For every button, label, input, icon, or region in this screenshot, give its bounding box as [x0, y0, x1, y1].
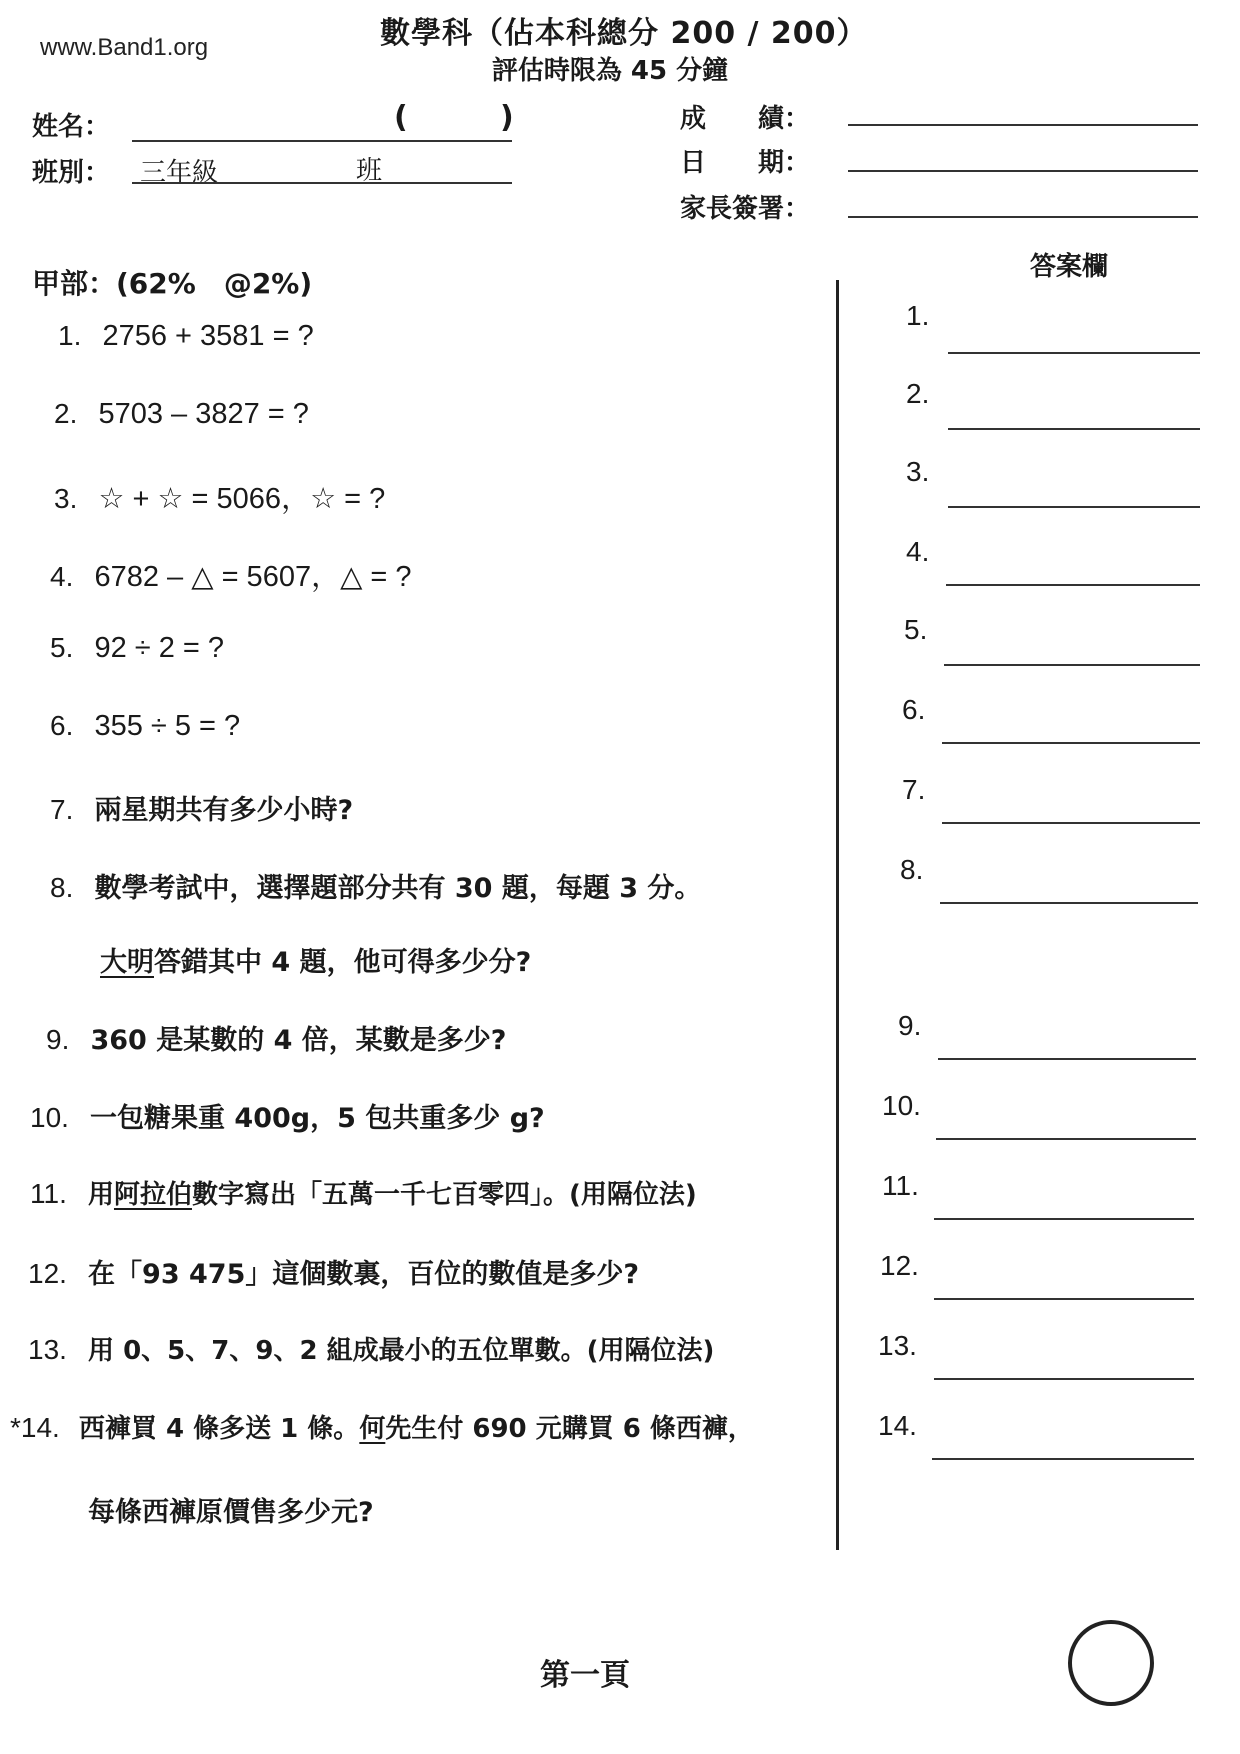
answer-line-6[interactable]: [942, 742, 1200, 744]
section-title: 甲部：(62% @2%): [32, 267, 313, 300]
answer-number: 1.: [906, 300, 930, 331]
question-8: [50, 866, 701, 905]
name-label: 姓名：: [32, 112, 111, 142]
question-text: 西褲買 4 條多送 1 條。: [78, 1414, 360, 1444]
watermark: www.Band1.org: [40, 34, 209, 61]
name-paren-open: (: [394, 100, 408, 135]
answer-line-3[interactable]: [948, 506, 1200, 508]
question-text-cont: 每條西褲原價售多少元?: [88, 1497, 374, 1528]
question-number: *14.: [10, 1412, 60, 1443]
question-text: 一包糖果重 400g，5 包共重多少 g?: [90, 1103, 545, 1134]
question-number: 6.: [50, 710, 74, 741]
answer-line-7[interactable]: [942, 822, 1200, 824]
question-text-cont: 先生付 690 元購買 6 條西褲，: [385, 1414, 754, 1444]
answer-line-11[interactable]: [934, 1218, 1194, 1220]
question-9: [46, 1018, 506, 1057]
answer-line-5[interactable]: [944, 664, 1200, 666]
question-text: 5703 – 3827 = ?: [98, 398, 309, 430]
question-number: 3.: [54, 483, 78, 514]
question-4: [50, 554, 412, 595]
answer-column-heading: 答案欄: [1030, 252, 1109, 282]
question-number: 13.: [28, 1334, 67, 1365]
question-number: 10.: [30, 1102, 69, 1133]
question-number: 4.: [50, 561, 74, 592]
question-13: [28, 1330, 714, 1367]
question-text: 6782 – △ = 5607，△ = ?: [94, 561, 412, 593]
date-field-line[interactable]: [848, 170, 1198, 172]
parent-signature-label: 家長簽署：: [680, 194, 811, 224]
column-divider: [836, 280, 839, 1550]
question-14-line2: [88, 1490, 374, 1529]
answer-line-12[interactable]: [934, 1298, 1194, 1300]
answer-number: 12.: [880, 1250, 919, 1281]
score-label: 成 績：: [680, 104, 811, 134]
question-text: 355 ÷ 5 = ?: [94, 710, 241, 742]
score-circle: [1068, 1620, 1154, 1706]
question-number: 11.: [30, 1178, 67, 1209]
answer-number: 5.: [904, 614, 928, 645]
answer-number: 9.: [898, 1010, 922, 1041]
score-field-line[interactable]: [848, 124, 1198, 126]
class-field-line[interactable]: [132, 182, 512, 184]
question-1: [58, 320, 314, 353]
class-suffix: 班: [356, 156, 383, 186]
name-field-line[interactable]: [132, 140, 512, 142]
class-label: 班別：: [32, 158, 111, 188]
question-text: 360 是某數的 4 倍，某數是多少?: [90, 1025, 507, 1056]
page-number: 第一頁: [540, 1658, 630, 1693]
answer-line-8[interactable]: [940, 902, 1198, 904]
page-title: 數學科（佔本科總分 200 / 200）: [380, 16, 868, 51]
question-number: 8.: [50, 872, 74, 903]
question-6: [50, 710, 240, 743]
question-name-ho: 何: [359, 1414, 386, 1444]
question-text: 92 ÷ 2 = ?: [94, 632, 225, 664]
question-8-line2: [100, 940, 531, 979]
answer-number: 10.: [882, 1090, 921, 1121]
answer-line-4[interactable]: [946, 584, 1200, 586]
question-10: [30, 1096, 545, 1135]
question-text: ☆ + ☆ = 5066，☆ = ?: [98, 483, 386, 515]
answer-number: 8.: [900, 854, 924, 885]
question-number: 12.: [28, 1258, 67, 1289]
answer-line-13[interactable]: [934, 1378, 1194, 1380]
answer-number: 7.: [902, 774, 926, 805]
time-limit: 評估時限為 45 分鐘: [491, 56, 729, 86]
question-7: [50, 788, 353, 827]
question-number: 5.: [50, 632, 74, 663]
question-11: [30, 1174, 697, 1211]
answer-line-1[interactable]: [948, 352, 1200, 354]
question-text: 2756 + 3581 = ?: [102, 320, 314, 352]
answer-number: 14.: [878, 1410, 917, 1441]
question-number: 9.: [46, 1024, 70, 1055]
question-text-cont: 數字寫出「五萬一千七百零四」。(用隔位法): [191, 1180, 697, 1210]
answer-number: 3.: [906, 456, 930, 487]
question-number: 1.: [58, 320, 82, 351]
question-text: 在「93 475」這個數裏，百位的數值是多少?: [88, 1259, 640, 1290]
date-label: 日 期：: [680, 148, 811, 178]
question-text: 用: [87, 1180, 114, 1210]
question-text: 數學考試中，選擇題部分共有 30 題，每題 3 分。: [94, 873, 702, 904]
answer-number: 6.: [902, 694, 926, 725]
parent-signature-line[interactable]: [848, 216, 1198, 218]
question-text-cont: 答錯其中 4 題，他可得多少分?: [154, 947, 532, 978]
question-12: [28, 1252, 639, 1291]
question-text: 用 0、5、7、9、2 組成最小的五位單數。(用隔位法): [88, 1336, 715, 1366]
question-14: [10, 1408, 754, 1445]
answer-line-14[interactable]: [932, 1458, 1194, 1460]
class-value: 三年級: [140, 158, 219, 188]
answer-line-9[interactable]: [938, 1058, 1196, 1060]
answer-line-10[interactable]: [936, 1138, 1196, 1140]
question-5: [50, 632, 224, 665]
question-number: 2.: [54, 398, 78, 429]
question-number: 7.: [50, 794, 74, 825]
answer-number: 4.: [906, 536, 930, 567]
question-3: [54, 476, 385, 517]
question-2: [54, 398, 309, 431]
answer-number: 11.: [882, 1170, 919, 1201]
answer-number: 2.: [906, 378, 930, 409]
question-name-daming: 大明: [100, 947, 154, 978]
question-text: 兩星期共有多少小時?: [94, 795, 354, 826]
answer-number: 13.: [878, 1330, 917, 1361]
name-paren-close: ): [500, 100, 514, 135]
question-term-arabic: 阿拉伯: [113, 1180, 192, 1210]
answer-line-2[interactable]: [948, 428, 1200, 430]
